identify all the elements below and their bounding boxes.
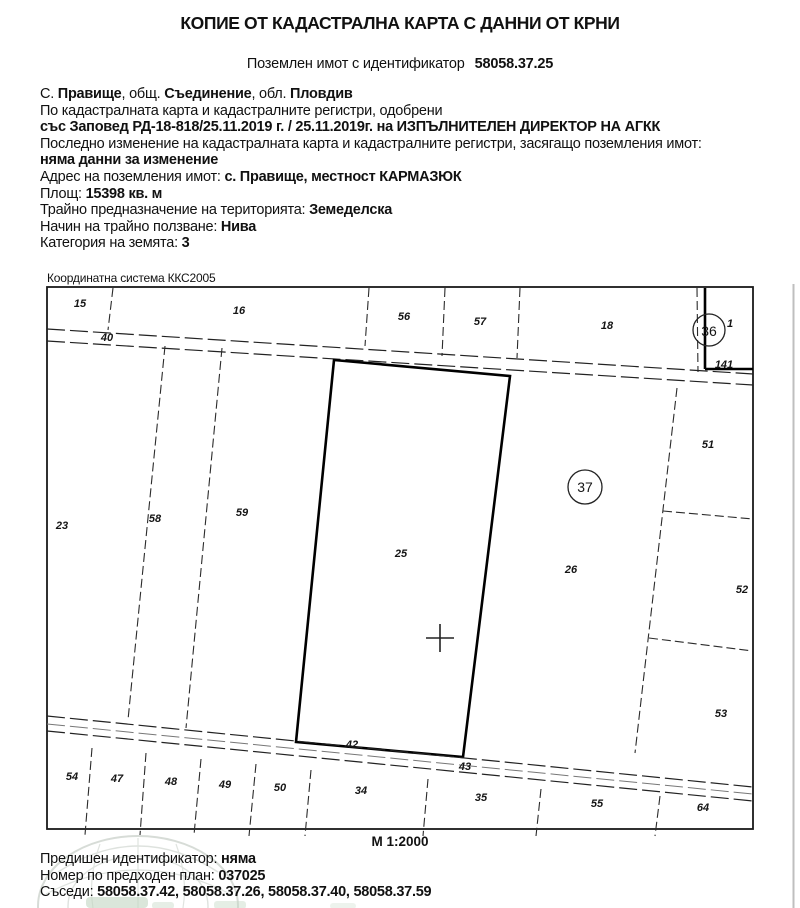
last-change-label: Последно изменение на кадастралната карта и кадастралните регистри, засягащо поземления имот: <box>40 135 702 152</box>
parcel-label-23: 23 <box>55 520 69 532</box>
approved-line-1: По кадастралната карта и кадастралните регистри, одобрени <box>40 102 443 119</box>
parcel-centroid-cross <box>426 624 454 652</box>
parcel-label-34: 34 <box>354 785 368 797</box>
parcel-label-58: 58 <box>148 513 162 525</box>
land-use-line: Начин на трайно ползване: Нива <box>40 218 257 235</box>
parcel-label-48: 48 <box>164 776 178 788</box>
parcel-label-42: 42 <box>345 739 359 751</box>
province-name: Пловдив <box>290 86 353 102</box>
purpose-line: Трайно предназначение на територията: Земеделска <box>40 202 393 219</box>
parcel-label-25: 25 <box>394 548 408 560</box>
category-line: Категория на земята: 3 <box>40 235 190 252</box>
parcel-label-1: 1 <box>726 318 734 330</box>
massif-label-36: 36 <box>701 323 717 339</box>
previous-plan-line: Номер по предходен план: 037025 <box>40 867 266 884</box>
municipality-name: Съединение <box>164 86 252 102</box>
neighbors-line: Съседи: 58058.37.42, 58058.37.26, 58058.37.40, 58058.37.59 <box>40 884 432 901</box>
parcel-identifier: 58058.37.25 <box>474 56 554 72</box>
land-use-value: Нива <box>220 218 257 235</box>
subtitle-label: Поземлен имот с идентификатор <box>246 56 465 72</box>
parcel-label-40: 40 <box>100 332 114 344</box>
parcel-label-141: 141 <box>714 359 734 371</box>
bottom-row-dividers <box>85 748 660 836</box>
previous-plan-value: 037025 <box>218 867 266 884</box>
parcel-label-56: 56 <box>397 311 411 323</box>
approved-line-2: със Заповед РД-18-818/25.11.2019 г. / 25.11.2019г. на ИЗПЪЛНИТЕЛЕН ДИРЕКТОР НА АГКК <box>40 119 661 136</box>
previous-identifier-line: Предишен идентификатор: няма <box>40 851 256 867</box>
parcel-label-47: 47 <box>110 773 124 785</box>
parcel-label-59: 59 <box>235 507 249 519</box>
upper-road <box>47 329 753 385</box>
map-scale-label: М 1:2000 <box>371 834 429 849</box>
parcel-label-55: 55 <box>590 798 604 810</box>
document-subtitle <box>0 56 800 72</box>
property-info <box>40 86 785 252</box>
address-line: Адрес на поземления имот: с. Правище, местност КАРМАЗЮК <box>40 168 462 185</box>
lower-road <box>47 716 753 801</box>
parcel-label-51: 51 <box>701 439 715 451</box>
parcel-label-43: 43 <box>458 761 472 773</box>
parcel-label-64: 64 <box>696 802 710 814</box>
last-change-value: няма данни за изменение <box>40 152 219 169</box>
purpose-value: Земеделска <box>309 202 393 219</box>
location-line: С. Правище, общ. Съединение, обл. Пловдив <box>40 86 353 102</box>
parcel-label-26: 26 <box>564 564 578 576</box>
address-value: с. Правище, местност КАРМАЗЮК <box>224 168 462 185</box>
parcel-label-57: 57 <box>473 316 487 328</box>
neighbors-value: 58058.37.42, 58058.37.26, 58058.37.40, 58058.37.59 <box>97 884 432 901</box>
document-title: КОПИЕ ОТ КАДАСТРАЛНА КАРТА С ДАННИ ОТ КРНИ <box>180 13 620 33</box>
parcel-label-18: 18 <box>600 320 614 332</box>
village-name: Правище <box>57 86 122 102</box>
massif-label-37: 37 <box>577 479 593 495</box>
parcel-label-16: 16 <box>232 305 246 317</box>
parcel-label-54: 54 <box>65 771 79 783</box>
parcel-label-15: 15 <box>73 298 87 310</box>
area-line: Площ: 15398 кв. м <box>40 185 163 202</box>
parcel-label-35: 35 <box>474 792 488 804</box>
middle-dividers <box>128 346 753 753</box>
previous-identifier-value: няма <box>221 851 256 867</box>
parcel-label-52: 52 <box>735 584 749 596</box>
coordinate-system-label: Координатна система ККС2005 <box>47 271 216 285</box>
parcel-label-49: 49 <box>218 779 232 791</box>
category-value: 3 <box>181 235 190 252</box>
parcel-label-50: 50 <box>273 782 287 794</box>
area-value: 15398 кв. м <box>85 185 163 202</box>
document-footer <box>40 851 785 901</box>
parcel-labels <box>55 298 748 814</box>
parcel-label-53: 53 <box>714 708 728 720</box>
